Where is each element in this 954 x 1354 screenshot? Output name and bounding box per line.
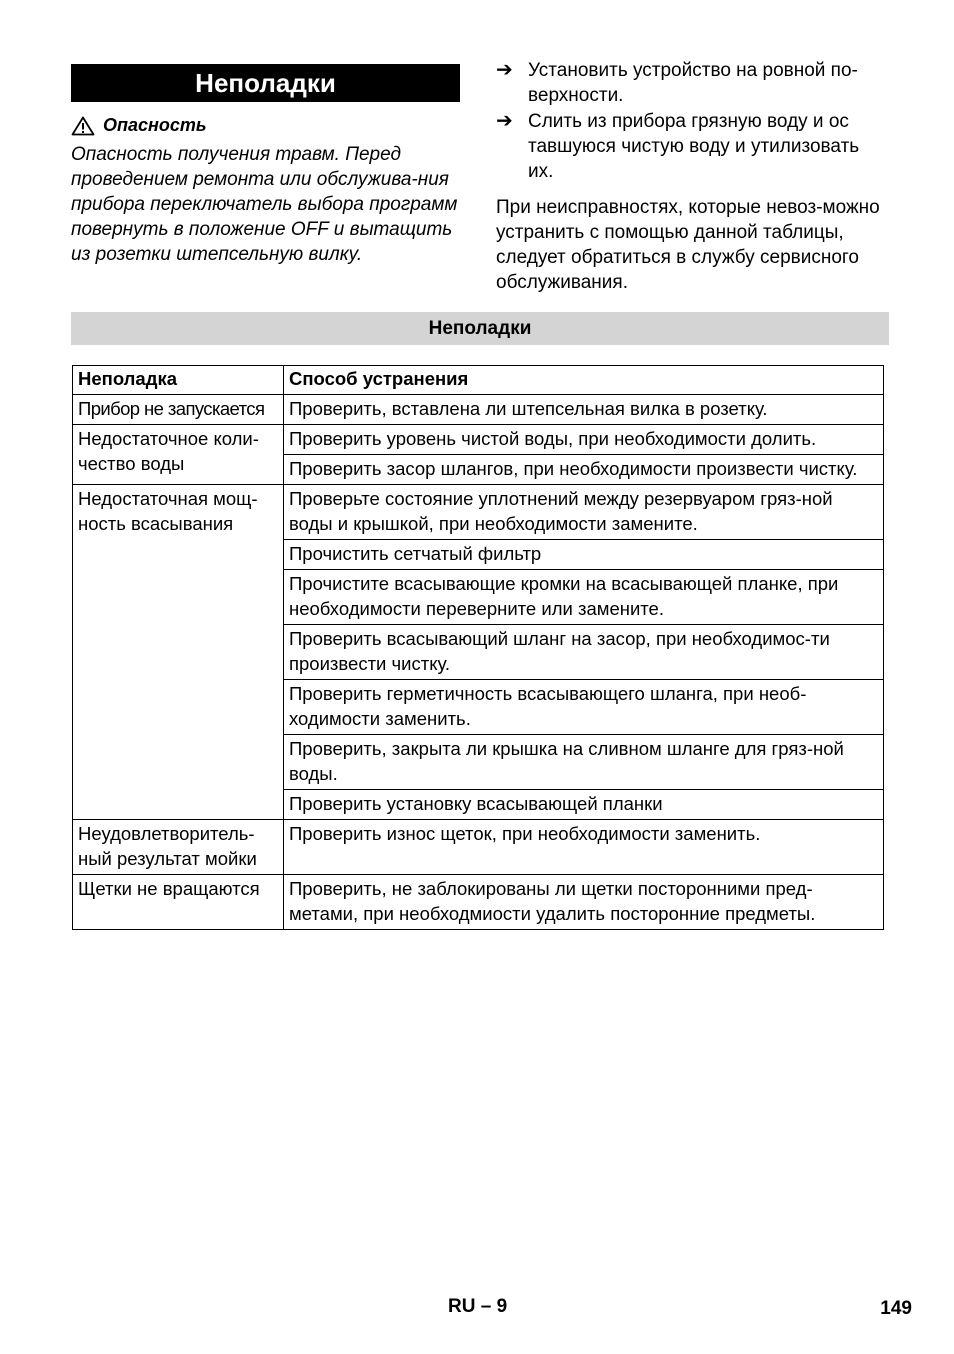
table-row [73,485,884,540]
troubleshooting-table [72,365,884,930]
table-row [73,425,884,455]
bullet-item [496,58,888,108]
table-row [73,820,884,875]
danger-label: Опасность [103,115,207,135]
remedy-cell: Проверить установку всасывающей планки [284,790,884,820]
fault-cell: Прибор не запускается [73,395,284,425]
remedy-cell: Прочистите всасывающие кромки на всасывающей планке, при необходимости переверните или замените. [284,570,884,625]
remedy-cell: Проверить, не заблокированы ли щетки посторонними пред-метами, при необходмиости удалить посторонние предметы. [284,875,884,930]
section-title: Неполадки [71,64,460,102]
remedy-cell: Проверить, вставлена ли штепсельная вилка в розетку. [284,395,884,425]
table-row [73,395,884,425]
danger-text: Опасность получения травм. Перед проведением ремонта или обслужива-ния прибора переключатель выбора программ повернуть в положение OFF и вытащить из розетки штепсельную вилку. [71,144,458,265]
bullet-text: Установить устройство на ровной по-верхности. [528,60,858,106]
header-remedy: Способ устранения [284,366,884,395]
fault-cell: Щетки не вращаются [73,875,284,930]
warning-triangle-icon [71,116,95,136]
left-column [71,64,460,267]
arrow-right-icon: ➔ [496,59,513,81]
arrow-right-icon: ➔ [496,110,513,132]
remedy-cell: Проверить засор шлангов, при необходимости произвести чистку. [284,455,884,485]
remedy-cell: Проверить герметичность всасывающего шланга, при необ-ходимости заменить. [284,680,884,735]
table-row [73,875,884,930]
remedy-cell: Проверьте состояние уплотнений между резервуаром гряз-ной воды и крышкой, при необходимости замените. [284,485,884,540]
table-header-row [73,366,884,395]
remedy-cell: Проверить, закрыта ли крышка на сливном шланге для гряз-ной воды. [284,735,884,790]
service-note: При неисправностях, которые невоз-можно устранить с помощью данной таблицы, следует обратиться в службу сервисного обслуживания. [496,197,880,293]
right-column [496,58,888,295]
remedy-cell: Проверить износ щеток, при необходимости заменить. [284,820,884,875]
danger-heading [71,113,460,138]
bullet-item [496,109,888,184]
header-fault: Неполадка [73,366,284,395]
table-caption: Неполадки [71,312,889,345]
remedy-cell: Проверить всасывающий шланг на засор, при необходимос-ти произвести чистку. [284,625,884,680]
bullet-text: Слить из прибора грязную воду и ос тавшуюся чистую воду и утилизовать их. [528,111,860,182]
footer-language-page: RU – 9 [448,1296,508,1317]
fault-cell: Неудовлетворитель-ный результат мойки [73,820,284,875]
fault-cell: Недостаточная мощ-ность всасывания [73,485,284,820]
page-number: 149 [880,1298,912,1319]
remedy-cell: Проверить уровень чистой воды, при необходимости долить. [284,425,884,455]
remedy-cell: Прочистить сетчатый фильтр [284,540,884,570]
fault-cell: Недостаточное коли-чество воды [73,425,284,485]
